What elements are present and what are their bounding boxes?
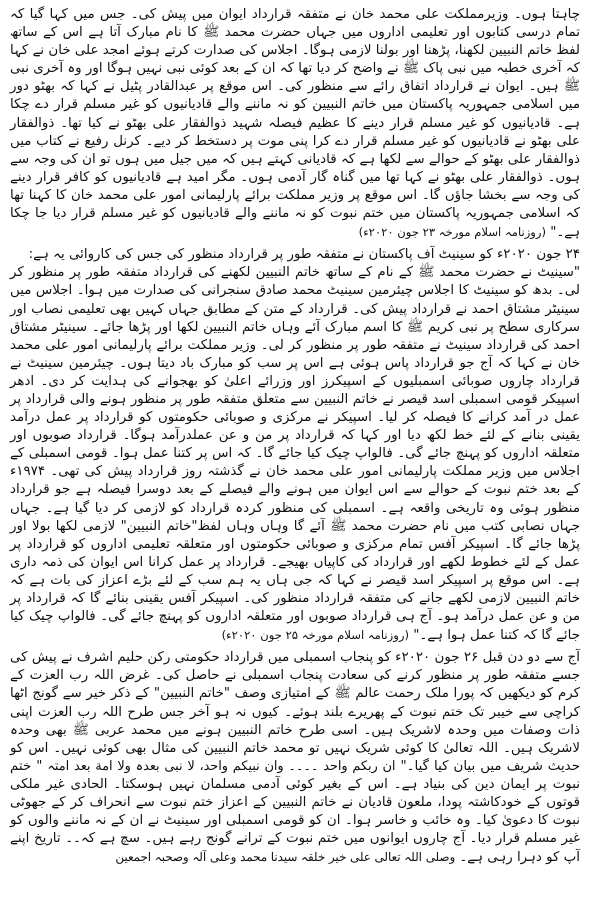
paragraph-2 bbox=[10, 246, 580, 264]
paragraph-4-text: آج سے دو دن قبل ۲۶ جون ۲۰۲۰ء کو پنجاب اسمبلی میں قرارداد حکومتی رکن حلیم اشرف نے پیش کی جسے متفقہ طور پر منظور کرنے کی سعادت پنجاب اسمبلی نے حاصل کی۔ غرض اللہ رب العزت کے کرم کو دیکھیں کہ پورا ملک رحمت عالم ﷺ کے امتیازی وصف "خاتم النبیین" کے ذکر خیر سے گونج اٹھا کراچی سے خیبر تک ختم نبوت کے پھریرے بلند ہوئے۔ کیوں نہ ہو آخر جس طرح اللہ رب العزت اپنی ذات وصفات میں وحدہ لاشریک ہیں۔ اسی طرح خاتم النبیین ہونے میں محمد عربی ﷺ بھی وحدہ لاشریک ہیں۔ اللہ تعالیٰ کا کوئی شریک نہیں تو محمد خاتم النبیین کی مثال بھی کوئی نہیں۔ اس کو حدیث شریف میں بیان کیا گیا۔" bbox=[10, 650, 581, 774]
paragraph-4 bbox=[10, 649, 580, 867]
hadith-quote: ان ربکم واحد ۔۔۔۔ وان نبیکم واحد، لا نبی بعدہ ولا امة بعد امتہ bbox=[47, 758, 396, 774]
paragraph-1-reference: (روزنامہ اسلام مورخہ ۲۳ جون ۲۰۲۰ء) bbox=[358, 225, 547, 240]
paragraph-4-text-continued: " ختم نبوت پر ایمان دین کی بنیاد ہے۔ اس کے بغیر کوئی آدمی مسلمان نہیں ہوسکتا۔ الحادی غیر ملکی قوتوں کے خودکاشتہ پودا، ملعون قادیان نے خاتم النبیین کے اعزاز ختم نبوت سے انحراف کر کے جھوٹی نبوت کا دعویٰ کیا۔ وہ خائب و خاسر ہوا۔ ان کو قومی اسمبلی اور سینیٹ نے ان کے نہ ماننے والوں کو غیر مسلم قرار دیا۔ آج چاروں ایوانوں میں ختم نبوت کے ترانے گونج رہے ہیں۔ سچ ہے کہ۔۔ تاریخ اپنے آپ کو دہرا رہی ہے۔ bbox=[10, 758, 580, 866]
paragraph-1 bbox=[10, 6, 580, 242]
paragraph-3 bbox=[10, 264, 580, 645]
paragraph-3-reference: (روزنامہ اسلام مورخہ ۲۵ جون ۲۰۲۰ء) bbox=[221, 628, 409, 643]
paragraph-3-text: "سینیٹ نے حضرت محمد ﷺ کے نام کے ساتھ خاتم النبیین لکھنے کی قرارداد متفقہ طور پر منظور کر لی۔ بدھ کو سینیٹ کا اجلاس چیئرمین سینیٹ محمد صادق سنجرانی کی صدارت میں ہوا۔ اجلاس میں سینیٹر مشتاق احمد نے قرارداد پیش کی۔ قرارداد کے متن کے مطابق جہاں کہیں بھی تعلیمی نصاب اور سرکاری سطح پر نبی کریم ﷺ کا اسم مبارک آئے وہاں خاتم النبیین لکھا اور پڑھا جائے۔ سینیٹر مشتاق احمد کی قرارداد سینیٹ نے متفقہ طور پر منظور کر لی۔ وزیر مملکت برائے پارلیمانی امور علی محمد خان نے کہا کہ آج جو قرارداد پاس ہوئی ہے اس پر سب کو مبارک باد دیتا ہوں۔ چیئرمین سینیٹ نے قرارداد چاروں صوبائی اسمبلیوں کے اسپیکرز اور وزرائے اعلیٰ کو بھجوانے کی ہدایت کر دی۔ ادھر اسپیکر قومی اسمبلی اسد قیصر نے خاتم النبیین سے متعلق متفقہ طور پر منظور ہونے والی قرارداد پر عمل در آمد کرانے کا فیصلہ کر لیا۔ اسپیکر نے مرکزی و صوبائی حکومتوں کو قرارداد پر عمل درآمد یقینی بنانے کے لئے خط لکھ دیا اور کہا کہ قرارداد پر من و عن عملدرآمد ہوگا۔ قرارداد صوبوں اور متعلقہ اداروں کو پہنچ جائے گی۔ فالواپ چیک کیا جائے گا۔ کہ اس پر کتنا عمل ہوا۔ قومی اسمبلی کے اجلاس میں وزیر مملکت پارلیمانی امور علی محمد خان نے گذشتہ روز قرارداد پیش کی تھی۔ ۱۹۷۴ء کے بعد ختم نبوت کے حوالے سے اس ایوان میں ہونے والے فیصلے کے بعد دوسرا فیصلہ ہے جو قرارداد منظور ہوئی وہ تاریخی واقعہ ہے۔ اسمبلی کی منظور کردہ قرارداد کو لازمی کر دیا گیا ہے۔ جہاں جہاں نصابی کتب میں نام حضرت محمد ﷺ آئے گا وہاں وہاں لفظ"خاتم النبیین" لازمی لکھا بولا اور پڑھا جائے گا۔ اسپیکر آفس تمام مرکزی و صوبائی حکومتوں اور متعلقہ تعلیمی اداروں کو قرارداد پر عمل کے لئے خطوط لکھے اور قرارداد کی کاپیاں بھیجے۔ قرارداد پر عمل کرانا اس ایوان کی ذمہ داری ہے۔ اس موقع پر اسپیکر اسد قیصر نے کہا کہ جی ہاں یہ ہم سب کے لئے بڑے اعزاز کی بات ہے کہ خاتم النبیین لازمی لکھے جانے کی متفقہ قرارداد منظور کی۔ اسپیکر آفس یقینی بنائے گا کہ قرارداد پر من و عن عمل درآمد ہو۔ آج ہی قرارداد صوبوں اور متعلقہ اداروں کو پہنچ جائے گی۔ فالواپ چیک کیا جائے گا کہ کتنا عمل ہوا ہے۔" bbox=[10, 265, 580, 644]
closing-blessing: وصلی اللہ تعالی علی خیر خلقہ سیدنا محمد وعلی آلہ وصحبہ اجمعین bbox=[115, 850, 456, 865]
paragraph-2-text: ۲۴ جون ۲۰۲۰ء کو سینیٹ آف پاکستان نے متفقہ طور پر قرارداد منظور کی جس کی کاروائی یہ ہے: bbox=[28, 247, 580, 263]
paragraph-1-text: چاہتا ہوں۔ وزیرمملکت علی محمد خان نے متفقہ قرارداد ایوان میں پیش کی۔ جس میں کہا گیا کہ تمام درسی کتابوں اور تعلیمی اداروں میں جہاں حضرت محمد ﷺ کا نام مبارک آتا ہے اس کے ساتھ لفظ خاتم النبیین لکھنا، پڑھنا اور بولنا لازمی ہوگا۔ اجلاس کی صدارت کرتے ہوئے امجد علی خان نے کہا کہ آخری خطبہ میں نبی پاک ﷺ نے واضح کر دیا تھا کہ ان کے بعد کوئی نبی نہیں ہوگا اور وہ آخری نبی ﷺ ہیں۔ ایوان نے قرارداد اتفاق رائے سے منظور کی۔ اس موقع پر عبدالقادر پٹیل نے کہا کہ بھٹو دور میں اسلامی جمہوریہ پاکستان میں خاتم النبیین کو نہ ماننے والے قادیانیوں کو غیر مسلم قرار دے چکا ہے۔ قادیانیوں کو غیر مسلم قرار دینے کا عظیم فیصلہ شہید ذوالفقار علی بھٹو نے کیا تھا۔ ذوالفقار علی بھٹو نے قادیانیوں کو غیر مسلم قرار دے کرا پنی موت پر دستخط کر دیے۔ کرنل رفیع نے کتاب میں ذوالفقار علی بھٹو کے حوالے سے لکھا ہے کہ قادیانی کہتے ہیں کہ میں جیل میں ہوں تو ان کی وجہ سے ہوں۔ ذوالفقار علی بھٹو نے کہا تھا میں گناہ گار آدمی ہوں۔ مگر امید ہے قادیانیوں کو کافر قرار دینے کی وجہ سے بخشا جاؤں گا۔ اس موقع پر وزیر مملکت برائے پارلیمانی امور علی محمد خان کا کہنا تھا کہ اسلامی جمہوریہ پاکستان میں ختم نبوت کو نہ ماننے والے قادیانیوں کو غیر مسلم قرار دیا جا چکا ہے۔" bbox=[10, 7, 580, 241]
